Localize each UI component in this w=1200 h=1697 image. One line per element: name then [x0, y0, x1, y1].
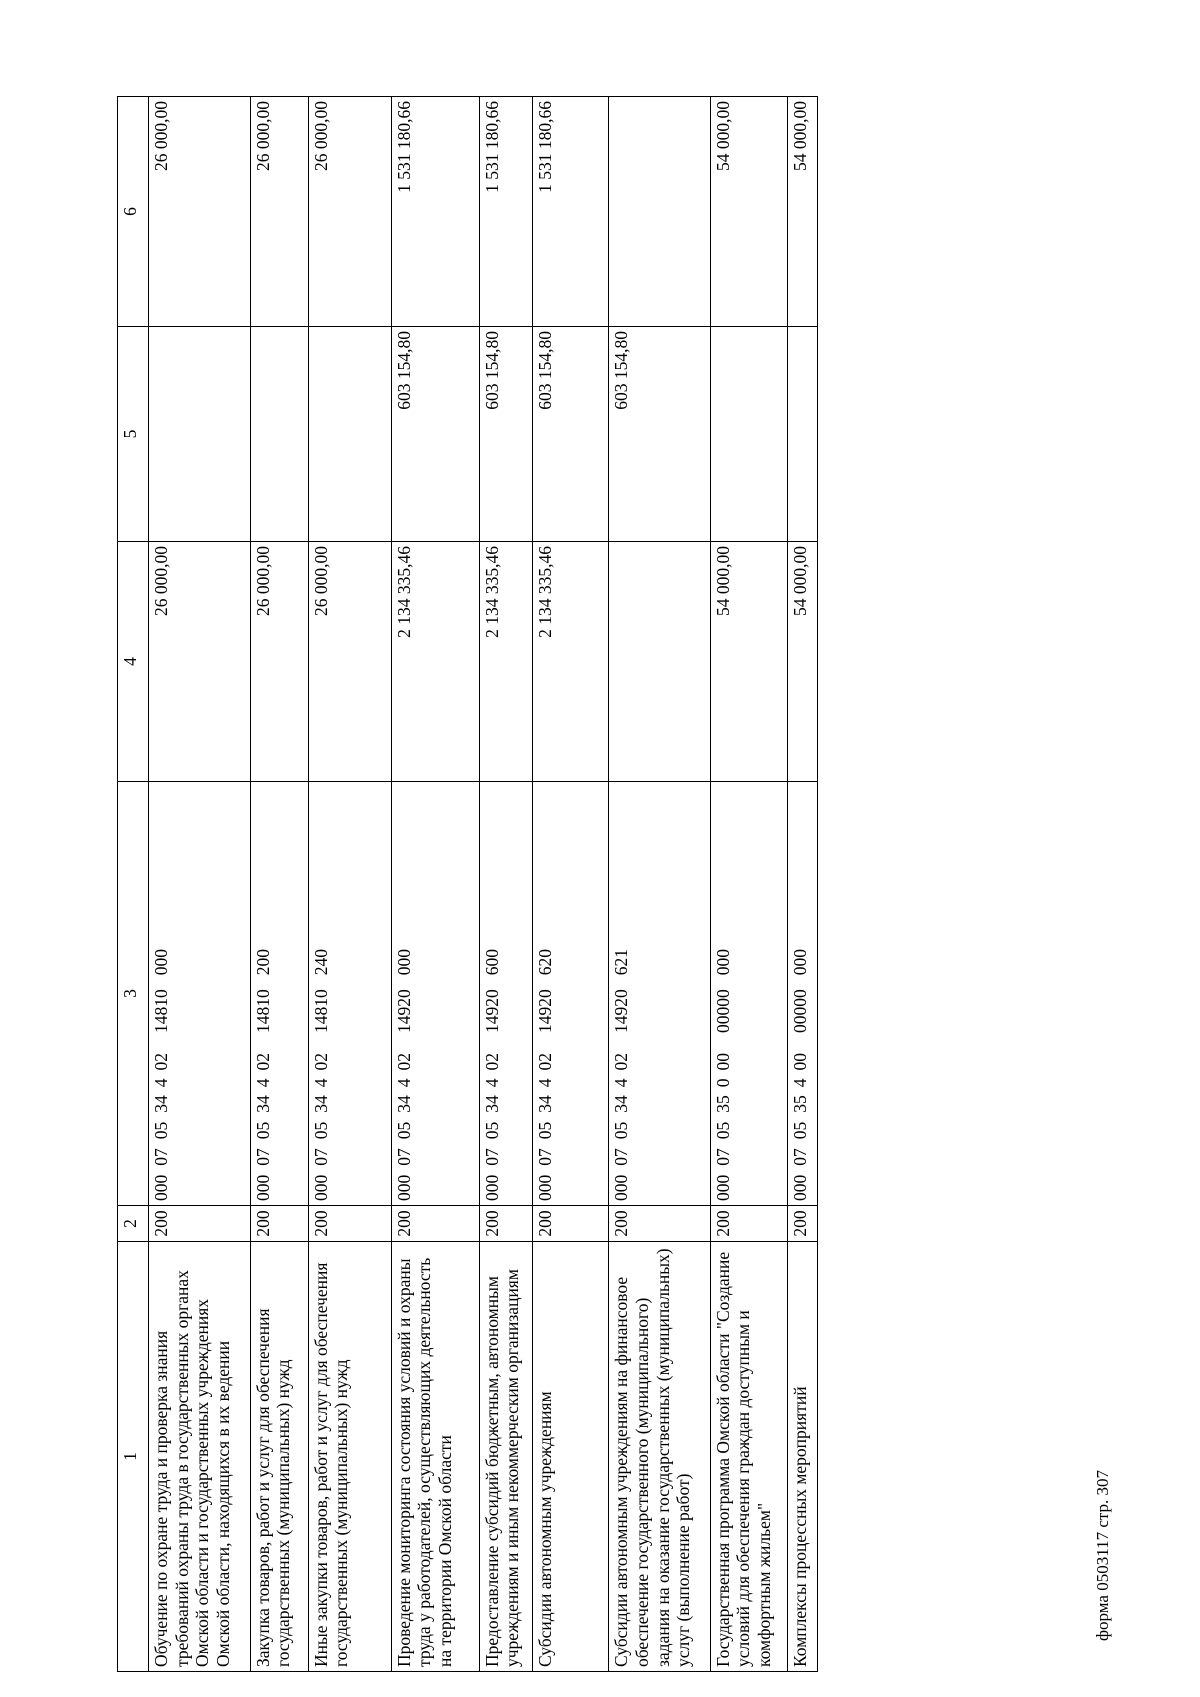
row-approved-amount: 2 134 335,46 [533, 542, 609, 782]
budget-code-part: 14920 [393, 989, 414, 1033]
budget-code-part: 00 [789, 1053, 810, 1071]
budget-code-part: 14920 [611, 989, 632, 1033]
row-executed-amount [787, 327, 817, 542]
budget-code-part: 000 [611, 1174, 632, 1201]
budget-code-part: 14810 [151, 989, 171, 1033]
budget-code-part: 4 [535, 1078, 556, 1088]
budget-code-part: 07 [712, 1148, 733, 1166]
budget-code-part: 240 [310, 949, 331, 976]
row-line-code: 200 [250, 1206, 308, 1242]
row-approved-amount: 2 134 335,46 [479, 542, 532, 782]
row-unexecuted-amount: 1 531 180,66 [533, 97, 609, 327]
budget-code-part: 000 [310, 1174, 331, 1201]
budget-code-part: 4 [611, 1078, 632, 1088]
budget-code-part: 000 [789, 949, 810, 976]
budget-code-part: 34 [151, 1095, 171, 1113]
row-name: Обучение по охране труда и проверка знания требований охраны труда в государственных органах Омской области и государственных учреждениях Омской области, находящихся в их ведении [149, 1242, 251, 1672]
row-unexecuted-amount: 1 531 180,66 [479, 97, 532, 327]
column-header: 2 [118, 1206, 149, 1242]
budget-code-part: 000 [393, 1174, 414, 1201]
row-executed-amount: 603 154,80 [391, 327, 479, 542]
row-name: Закупка товаров, работ и услуг для обеспечения государственных (муниципальных) нужд [250, 1242, 308, 1672]
column-header: 1 [118, 1242, 149, 1672]
row-line-code: 200 [391, 1206, 479, 1242]
budget-code-part: 34 [611, 1095, 632, 1113]
row-name: Комплексы процессных мероприятий [787, 1242, 817, 1672]
budget-code-part: 02 [151, 1053, 171, 1071]
table-row [308, 97, 391, 1672]
row-unexecuted-amount: 1 531 180,66 [391, 97, 479, 327]
budget-code-part: 200 [252, 949, 273, 976]
row-approved-amount: 26 000,00 [149, 542, 251, 782]
row-name: Субсидии автономным учреждениям [533, 1242, 609, 1672]
budget-code-part: 02 [393, 1053, 414, 1071]
budget-code-part: 05 [611, 1121, 632, 1140]
row-name: Проведение мониторинга состояния условий и охраны труда у работодателей, осуществляющих деятельность на территории Омской области [391, 1242, 479, 1672]
budget-code-part: 34 [310, 1095, 331, 1113]
row-name: Предоставление субсидий бюджетным, автономным учреждениям и иным некоммерческим организациям [479, 1242, 532, 1672]
budget-code-part: 07 [789, 1148, 810, 1166]
budget-code-part: 05 [481, 1121, 502, 1140]
budget-code-part: 000 [393, 949, 414, 976]
budget-code-part: 000 [481, 1174, 502, 1201]
budget-code-part: 02 [481, 1053, 502, 1071]
budget-code-part: 600 [481, 949, 502, 976]
budget-code-part: 07 [393, 1148, 414, 1166]
row-line-code: 200 [710, 1206, 787, 1242]
expenditure-table [117, 96, 818, 1672]
row-line-code: 200 [787, 1206, 817, 1242]
budget-code-part: 05 [712, 1121, 733, 1140]
budget-code-part: 620 [535, 949, 556, 976]
row-budget-code [787, 782, 817, 1206]
budget-code-part: 02 [535, 1053, 556, 1071]
budget-code-part: 34 [252, 1095, 273, 1113]
budget-code-part: 4 [393, 1078, 414, 1088]
row-budget-code [533, 782, 609, 1206]
row-approved-amount: 26 000,00 [250, 542, 308, 782]
row-name: Государственная программа Омской области "Создание условий для обеспечения граждан доступным и комфортным жильем" [710, 1242, 787, 1672]
budget-code-part: 000 [712, 1174, 733, 1201]
table-row [149, 97, 251, 1672]
budget-code-part: 05 [535, 1121, 556, 1140]
budget-code-part: 02 [310, 1053, 331, 1071]
budget-code-part: 4 [252, 1078, 273, 1088]
row-line-code: 200 [308, 1206, 391, 1242]
column-number-row [118, 97, 149, 1672]
row-budget-code [250, 782, 308, 1206]
row-budget-code [609, 782, 710, 1206]
budget-code-part: 05 [789, 1121, 810, 1140]
form-page-label: форма 0503117 стр. 307 [1093, 1470, 1112, 1641]
row-name: Иные закупки товаров, работ и услуг для обеспечения государственных (муниципальных) нужд [308, 1242, 391, 1672]
budget-code-part: 14920 [535, 989, 556, 1033]
budget-code-part: 07 [252, 1148, 273, 1166]
budget-code-part: 00000 [789, 989, 810, 1033]
budget-code-part: 4 [789, 1078, 810, 1088]
budget-code-part: 4 [310, 1078, 331, 1088]
row-budget-code [391, 782, 479, 1206]
table-body [149, 97, 818, 1672]
table-row [609, 97, 710, 1672]
budget-code-part: 0 [712, 1078, 733, 1088]
budget-code-part: 07 [151, 1148, 171, 1166]
table-row [479, 97, 532, 1672]
row-executed-amount [250, 327, 308, 542]
row-line-code: 200 [479, 1206, 532, 1242]
budget-code-part: 4 [481, 1078, 502, 1088]
budget-code-part: 35 [789, 1095, 810, 1113]
budget-code-part: 02 [252, 1053, 273, 1071]
row-approved-amount: 26 000,00 [308, 542, 391, 782]
column-header: 6 [118, 97, 149, 327]
row-unexecuted-amount: 54 000,00 [710, 97, 787, 327]
budget-code-part: 35 [712, 1095, 733, 1113]
budget-code-part: 07 [310, 1148, 331, 1166]
budget-code-part: 05 [310, 1121, 331, 1140]
budget-code-part: 07 [481, 1148, 502, 1166]
budget-code-part: 07 [535, 1148, 556, 1166]
row-executed-amount: 603 154,80 [609, 327, 710, 542]
budget-code-part: 34 [535, 1095, 556, 1113]
row-unexecuted-amount: 26 000,00 [308, 97, 391, 327]
budget-code-part: 000 [712, 949, 733, 976]
report-sheet [117, 97, 818, 1672]
table-row [787, 97, 817, 1672]
row-name: Субсидии автономным учреждениям на финансовое обеспечение государственного (муниципального) задания на оказание государственных (муниципальных) услуг (выполнение работ) [609, 1242, 710, 1672]
table-row [250, 97, 308, 1672]
column-header: 5 [118, 327, 149, 542]
budget-code-part: 000 [151, 1174, 171, 1201]
row-line-code: 200 [533, 1206, 609, 1242]
budget-code-part: 000 [252, 1174, 273, 1201]
row-executed-amount: 603 154,80 [479, 327, 532, 542]
budget-code-part: 00000 [712, 989, 733, 1033]
budget-code-part: 000 [535, 1174, 556, 1201]
row-approved-amount: 54 000,00 [787, 542, 817, 782]
row-budget-code [479, 782, 532, 1206]
row-unexecuted-amount [609, 97, 710, 327]
row-approved-amount [609, 542, 710, 782]
row-unexecuted-amount: 26 000,00 [250, 97, 308, 327]
budget-code-part: 14810 [252, 989, 273, 1033]
row-approved-amount: 54 000,00 [710, 542, 787, 782]
row-executed-amount [308, 327, 391, 542]
budget-code-part: 14810 [310, 989, 331, 1033]
budget-code-part: 34 [481, 1095, 502, 1113]
column-header: 3 [118, 782, 149, 1206]
budget-code-part: 05 [151, 1121, 171, 1140]
table-row [391, 97, 479, 1672]
row-approved-amount: 2 134 335,46 [391, 542, 479, 782]
row-budget-code [149, 782, 251, 1206]
row-line-code: 200 [609, 1206, 710, 1242]
budget-code-part: 000 [789, 1174, 810, 1201]
column-header: 4 [118, 542, 149, 782]
budget-code-part: 05 [252, 1121, 273, 1140]
budget-code-part: 05 [393, 1121, 414, 1140]
row-budget-code [308, 782, 391, 1206]
row-unexecuted-amount: 26 000,00 [149, 97, 251, 327]
row-executed-amount [710, 327, 787, 542]
row-executed-amount [149, 327, 251, 542]
row-executed-amount: 603 154,80 [533, 327, 609, 542]
table-row [533, 97, 609, 1672]
budget-code-part: 02 [611, 1053, 632, 1071]
budget-code-part: 621 [611, 949, 632, 976]
row-budget-code [710, 782, 787, 1206]
budget-code-part: 00 [712, 1053, 733, 1071]
row-unexecuted-amount: 54 000,00 [787, 97, 817, 327]
budget-code-part: 07 [611, 1148, 632, 1166]
row-line-code: 200 [149, 1206, 251, 1242]
budget-code-part: 000 [151, 949, 171, 976]
table-row [710, 97, 787, 1672]
budget-code-part: 4 [151, 1078, 171, 1088]
budget-code-part: 34 [393, 1095, 414, 1113]
budget-code-part: 14920 [481, 989, 502, 1033]
